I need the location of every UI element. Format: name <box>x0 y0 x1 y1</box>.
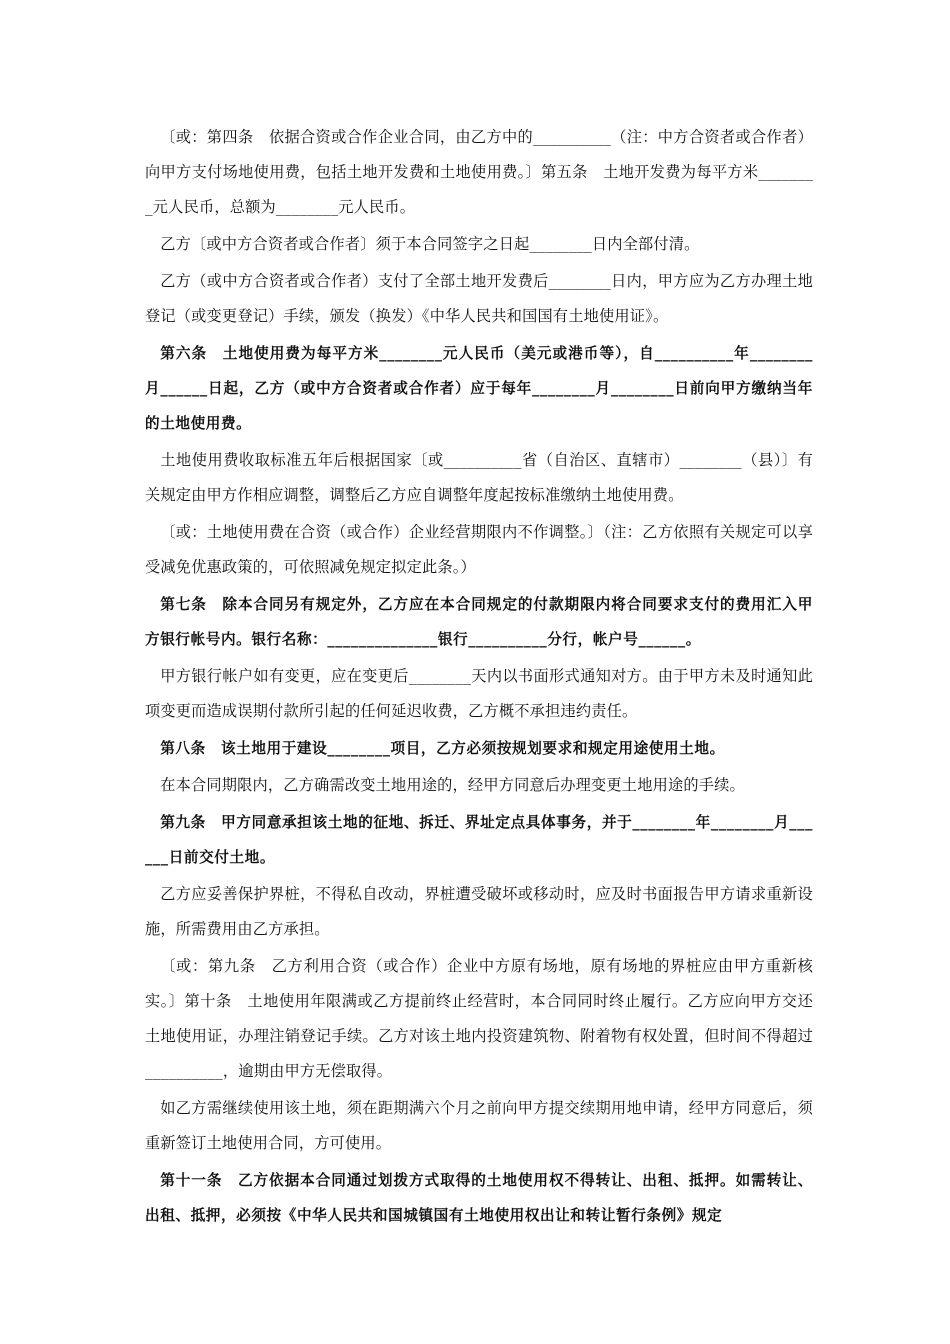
paragraph-article-9: 第九条 甲方同意承担该土地的征地、拆迁、界址定点具体事务，并于________年________月______日前交付土地。 <box>145 814 813 866</box>
paragraph-boundary-markers: 乙方应妥善保护界桩，不得私自改动，界桩遭受破坏或移动时，应及时书面报告甲方请求重新设施，所需费用由乙方承担。 <box>145 885 813 938</box>
paragraph-renewal: 如乙方需继续使用该土地，须在距期满六个月之前向甲方提交续期用地申请，经甲方同意后，须重新签订土地使用合同，方可使用。 <box>145 1099 813 1152</box>
paragraph-payment-deadline: 乙方〔或中方合资者或合作者〕须于本合同签字之日起________日内全部付清。 <box>160 235 700 253</box>
paragraph-article-6: 第六条 土地使用费为每平方米________元人民币（美元或港币等），自__________年________月______日起，乙方（或中方合资者或合作者）应于每年________月________日前向甲方缴纳当年的土地使用费。 <box>145 345 813 432</box>
paragraph-bank-change: 甲方银行帐户如有变更，应在变更后________天内以书面形式通知对方。由于甲方未及时通知此项变更而造成误期付款所引起的任何延迟收费，乙方概不承担违约责任。 <box>145 667 813 720</box>
paragraph-fee-no-adjustment: 〔或：土地使用费在合资（或合作）企业经营期限内不作调整。〕（注：乙方依照有关规定可以享受减免优惠政策的，可依照减免规定拟定此条。） <box>145 523 813 576</box>
paragraph-article-9-alt-10: 〔或：第九条 乙方利用合资（或合作）企业中方原有场地，原有场地的界桩应由甲方重新核实。〕第十条 土地使用年限满或乙方提前终止经营时，本合同同时终止履行。乙方应向甲方交还土地使用证，办理注销登记手续。乙方对该土地内投资建筑物、附着物有权处置，但时间不得超过__________，逾期由甲方无偿取得。 <box>145 957 813 1080</box>
paragraph-article-7: 第七条 除本合同另有规定外，乙方应在本合同规定的付款期限内将合同要求支付的费用汇入甲方银行帐号内。银行名称：______________银行__________分行，帐户号______。 <box>145 596 813 648</box>
paragraph-article-4-5: 〔或：第四条 依据合资或合作企业合同，由乙方中的__________（注：中方合资者或合作者）向甲方支付场地使用费，包括土地开发费和土地使用费。〕第五条 土地开发费为每平方米________元人民币，总额为________元人民币。 <box>145 128 813 216</box>
paragraph-land-registration: 乙方（或中方合资者或合作者）支付了全部土地开发费后________日内，甲方应为乙方办理土地登记（或变更登记）手续，颁发（换发）《中华人民共和国国有土地使用证》。 <box>145 272 813 325</box>
paragraph-article-8: 第八条 该土地用于建设________项目，乙方必须按规划要求和规定用途使用土地。 <box>160 740 725 757</box>
contract-page <box>145 120 813 1235</box>
paragraph-fee-adjustment: 土地使用费收取标准五年后根据国家〔或__________省（自治区、直辖市）________（县）〕有关规定由甲方作相应调整，调整后乙方应自调整年度起按标准缴纳土地使用费。 <box>145 451 813 504</box>
paragraph-land-use-change: 在本合同期限内，乙方确需改变土地用途的，经甲方同意后办理变更土地用途的手续。 <box>160 776 745 794</box>
paragraph-article-11: 第十一条 乙方依据本合同通过划拨方式取得的土地使用权不得转让、出租、抵押。如需转让、出租、抵押，必须按《中华人民共和国城镇国有土地使用权出让和转让暂行条例》规定 <box>145 1172 813 1224</box>
